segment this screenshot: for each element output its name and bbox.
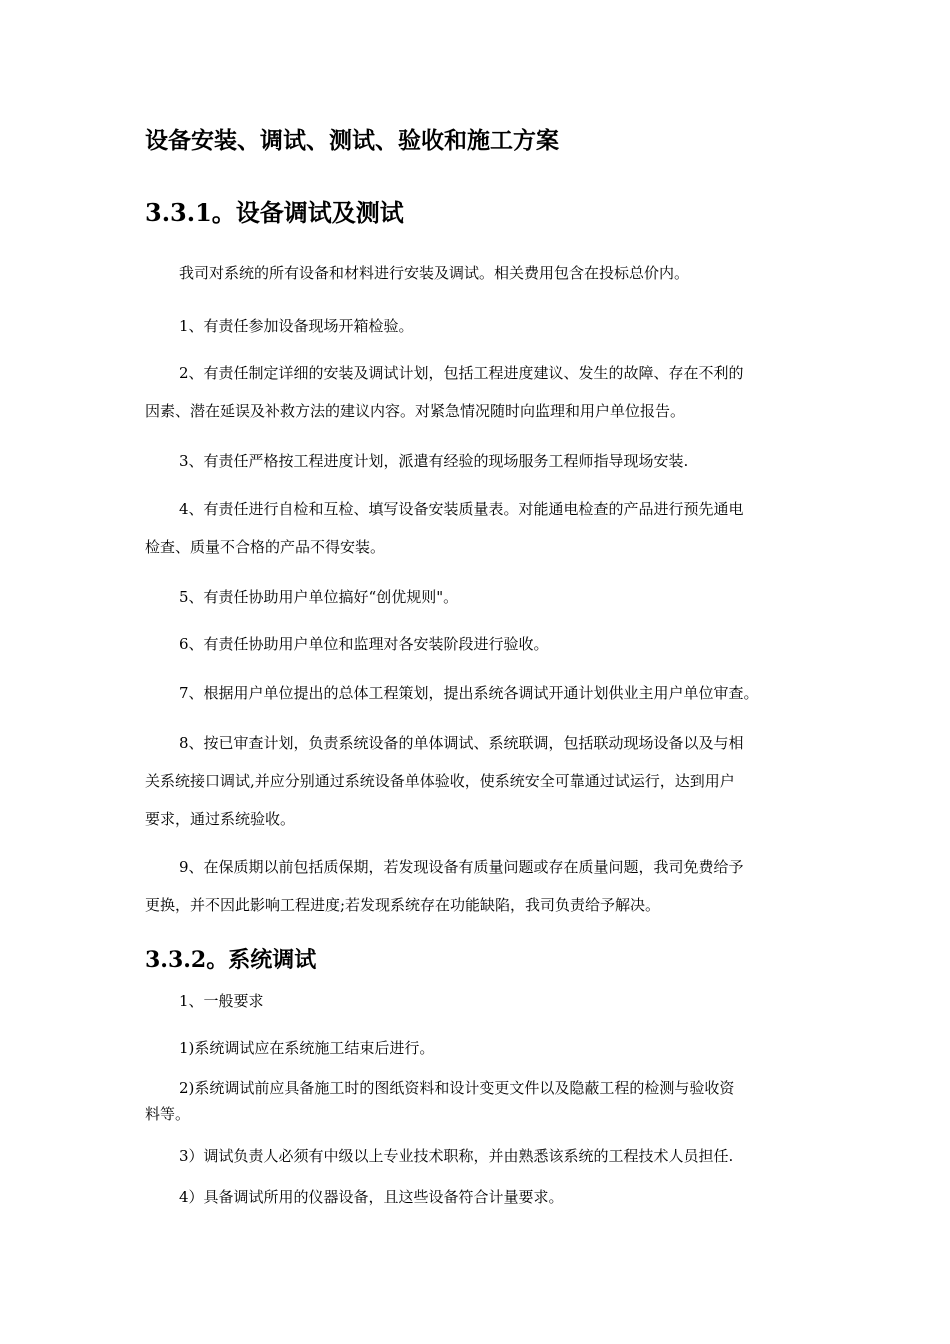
paragraph	[145, 848, 815, 924]
paragraph-line: 料等。	[145, 1105, 191, 1123]
paragraph-line: 8、按已审查计划，负责系统设备的单体调试、系统联调，包括联动现场设备以及与相	[179, 734, 744, 752]
paragraph	[145, 490, 815, 566]
paragraph	[145, 1075, 815, 1127]
paragraph-line: 7、根据用户单位提出的总体工程策划，提出系统各调试开通计划供业主用户单位审查。	[179, 684, 759, 702]
paragraph-line: 4、有责任进行自检和互检、填写设备安装质量表。对能通电检查的产品进行预先通电	[179, 500, 744, 518]
paragraph	[145, 625, 815, 663]
paragraph	[145, 578, 815, 616]
paragraph-line: 检查、质量不合格的产品不得安装。	[145, 538, 386, 556]
paragraph-line: 更换，并不因此影响工程进度;若发现系统存在功能缺陷，我司负责给予解决。	[145, 896, 661, 914]
paragraph	[145, 442, 815, 480]
paragraph	[145, 1143, 815, 1169]
paragraph-line: 2、有责任制定详细的安装及调试计划，包括工程进度建议、发生的故障、存在不利的	[179, 364, 744, 382]
section-heading-3-3-2: 3.3.2。系统调试	[145, 947, 317, 973]
paragraph-line: 4）具备调试所用的仪器设备，且这些设备符合计量要求。	[179, 1188, 564, 1206]
paragraph-line: 3、有责任严格按工程进度计划，派遣有经验的现场服务工程师指导现场安装.	[179, 452, 689, 470]
paragraph	[145, 354, 815, 430]
paragraph-line: 9、在保质期以前包括质保期，若发现设备有质量问题或存在质量问题，我司免费给予	[179, 858, 744, 876]
paragraph	[145, 307, 815, 345]
paragraph-line: 6、有责任协助用户单位和监理对各安装阶段进行验收。	[179, 635, 549, 653]
paragraph	[145, 1184, 815, 1210]
paragraph-line: 1)系统调试应在系统施工结束后进行。	[179, 1039, 435, 1057]
paragraph-line: 我司对系统的所有设备和材料进行安装及调试。相关费用包含在投标总价内。	[179, 264, 690, 282]
document-title: 设备安装、调试、测试、验收和施工方案	[145, 127, 559, 154]
paragraph-line: 关系统接口调试,并应分别通过系统设备单体验收，使系统安全可靠通过试运行，达到用户	[145, 772, 735, 790]
paragraph	[145, 724, 815, 838]
paragraph-line: 5、有责任协助用户单位搞好“创优规则"。	[179, 588, 459, 606]
paragraph-line: 3）调试负责人必须有中级以上专业技术职称，并由熟悉该系统的工程技术人员担任.	[179, 1147, 734, 1165]
paragraph	[145, 988, 815, 1014]
paragraph-line: 1、一般要求	[179, 992, 264, 1010]
paragraph-line: 1、有责任参加设备现场开箱检验。	[179, 317, 414, 335]
section-heading-3-3-1: 3.3.1。设备调试及测试	[145, 198, 404, 227]
paragraph	[145, 1035, 815, 1061]
paragraph-line: 2)系统调试前应具备施工时的图纸资料和设计变更文件以及隐蔽工程的检测与验收资	[179, 1079, 735, 1097]
paragraph	[145, 254, 815, 292]
paragraph	[145, 674, 815, 712]
paragraph-line: 因素、潜在延误及补救方法的建议内容。对紧急情况随时向监理和用户单位报告。	[145, 402, 686, 420]
paragraph-line: 要求，通过系统验收。	[145, 810, 296, 828]
